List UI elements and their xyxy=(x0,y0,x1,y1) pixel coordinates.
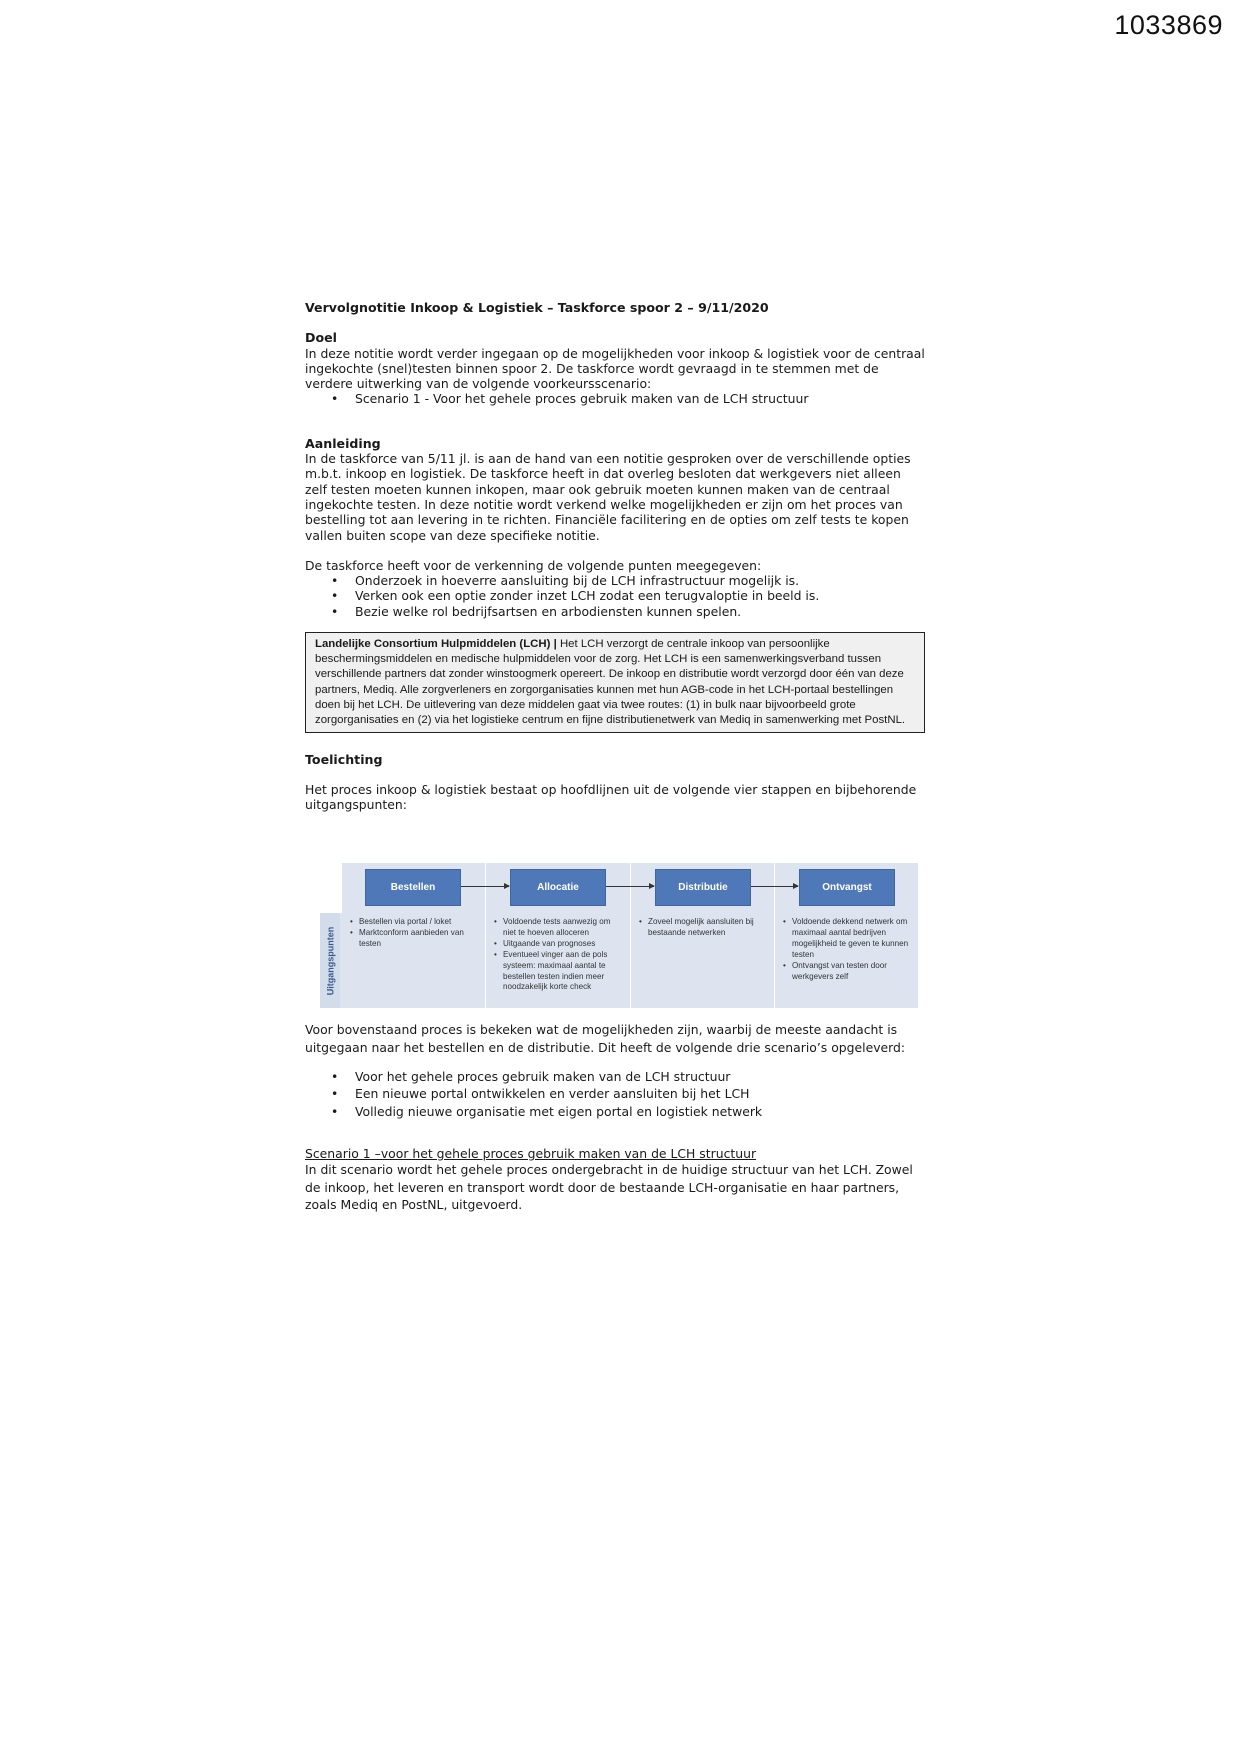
arrow-icon xyxy=(606,886,654,887)
list-item: • Zoveel mogelijk aansluiten bij bestaande netwerken xyxy=(648,917,770,939)
doel-text: In deze notitie wordt verder ingegaan op de mogelijkheden voor inkoop & logistiek voor de centraal ingekochte (snel)testen binnen spoor 2. De taskforce wordt gevraagd in te stemmen met de verdere uitwerking van de volgende voorkeursscenario: xyxy=(305,345,925,392)
toelichting-text: Het proces inkoop & logistiek bestaat op hoofdlijnen uit de volgende vier stappen en bijbehorende uitgangspunten: xyxy=(305,781,917,812)
list-item: • Voor het gehele proces gebruik maken van de LCH structuur xyxy=(355,1068,925,1085)
column-divider xyxy=(774,863,775,1008)
arrow-icon xyxy=(461,886,509,887)
diagram-side-label: Uitgangspunten xyxy=(320,913,340,1008)
process-diagram xyxy=(320,863,918,1008)
column-divider xyxy=(630,863,631,1008)
scenario1-text: In dit scenario wordt het gehele proces ondergebracht in de huidige structuur van het LCH. Zowel de inkoop, het leveren en transport wordt door de bestaande LCH-organisatie en haar partners, zoals Mediq en PostNL, uitgevoerd. xyxy=(305,1162,913,1213)
list-item: • Ontvangst van testen door werkgevers zelf xyxy=(792,961,914,983)
list-item: • Eventueel vinger aan de pols systeem: maximaal aantal te bestellen testen indien meer noodzakelijk korte check xyxy=(503,950,625,994)
points-bestellen xyxy=(347,917,481,950)
list-item: • Marktconform aanbieden van testen xyxy=(359,928,481,950)
list-item: • Bestellen via portal / loket xyxy=(359,917,481,928)
aanleiding-heading: Aanleiding xyxy=(305,435,381,451)
points-distributie xyxy=(636,917,770,939)
list-item: • Scenario 1 - Voor het gehele proces gebruik maken van de LCH structuur xyxy=(355,391,925,406)
aanleiding-text: In de taskforce van 5/11 jl. is aan de hand van een notitie gesproken over de verschillende opties m.b.t. inkoop en logistiek. De taskforce heeft in dat overleg besloten dat werkgevers niet alleen zelf testen moeten kunnen inkopen, maar ook gebruik moeten kunnen maken van de centraal ingekochte testen. In deze notitie wordt verkend welke mogelijkheden er zijn om het proces van bestelling tot aan levering in te richten. Financiële facilitering en de opties om zelf tests te kopen vallen buiten scope van deze specifieke notitie. xyxy=(305,451,911,543)
points-ontvangst xyxy=(780,917,914,982)
infobox-text: Het LCH verzorgt de centrale inkoop van persoonlijke beschermingsmiddelen en medische hulpmiddelen voor de zorg. Het LCH is een samenwerkingsverband tussen verschillende partners dat zonder winstoogmerk opereert. De inkoop en distributie wordt verzorgd door één van deze partners, Mediq. Alle zorgverleners en zorgorganisaties kunnen met hun AGB-code in het LCH-portaal bestellingen doen bij het LCH. De uitlevering van deze middelen gaat via twee routes: (1) in bulk naar bijvoorbeeld grote zorgorganisaties en (2) via het logistieke centrum en fijne distributienetwerk van Mediq in samenwerking met PostNL. xyxy=(315,638,906,727)
doel-list xyxy=(305,391,925,406)
scenario1-heading: Scenario 1 –voor het gehele proces gebruik maken van de LCH structuur xyxy=(305,1146,757,1162)
arrow-icon xyxy=(751,886,798,887)
doel-heading: Doel xyxy=(305,330,337,346)
aanleiding-intro: De taskforce heeft voor de verkenning de volgende punten meegegeven: xyxy=(305,557,762,573)
step-distributie: Distributie xyxy=(655,869,751,906)
aanleiding-list xyxy=(305,573,925,619)
document-number: 1033869 xyxy=(1114,10,1223,40)
document-page xyxy=(305,300,925,1214)
step-bestellen: Bestellen xyxy=(365,869,461,906)
document-title: Vervolgnotitie Inkoop & Logistiek – Taskforce spoor 2 – 9/11/2020 xyxy=(305,300,769,315)
list-item: • Voldoende tests aanwezig om niet te hoeven alloceren xyxy=(503,917,625,939)
list-item: • Verken ook een optie zonder inzet LCH zodat een terugvaloptie in beeld is. xyxy=(355,588,925,603)
list-item: • Uitgaande van prognoses xyxy=(503,939,625,950)
list-item: • Voldoende dekkend netwerk om maximaal aantal bedrijven mogelijkheid te geven te kunnen testen xyxy=(792,917,914,961)
list-item: • Volledig nieuwe organisatie met eigen portal en logistiek netwerk xyxy=(355,1103,925,1120)
infobox-title: Landelijke Consortium Hulpmiddelen (LCH) | xyxy=(315,638,557,651)
points-allocatie xyxy=(491,917,625,993)
toelichting-heading: Toelichting xyxy=(305,752,383,768)
list-item: • Een nieuwe portal ontwikkelen en verder aansluiten bij het LCH xyxy=(355,1085,925,1102)
column-divider xyxy=(485,863,486,1008)
scenario-list xyxy=(305,1068,925,1120)
proces-text: Voor bovenstaand proces is bekeken wat de mogelijkheden zijn, waarbij de meeste aandacht is uitgegaan naar het bestellen en de distributie. Dit heeft de volgende drie scenario’s opgeleverd: xyxy=(305,1022,906,1055)
list-item: • Onderzoek in hoeverre aansluiting bij de LCH infrastructuur mogelijk is. xyxy=(355,573,925,588)
lch-info-box xyxy=(305,632,925,733)
list-item: • Bezie welke rol bedrijfsartsen en arbodiensten kunnen spelen. xyxy=(355,604,925,619)
step-ontvangst: Ontvangst xyxy=(799,869,895,906)
step-allocatie: Allocatie xyxy=(510,869,606,906)
